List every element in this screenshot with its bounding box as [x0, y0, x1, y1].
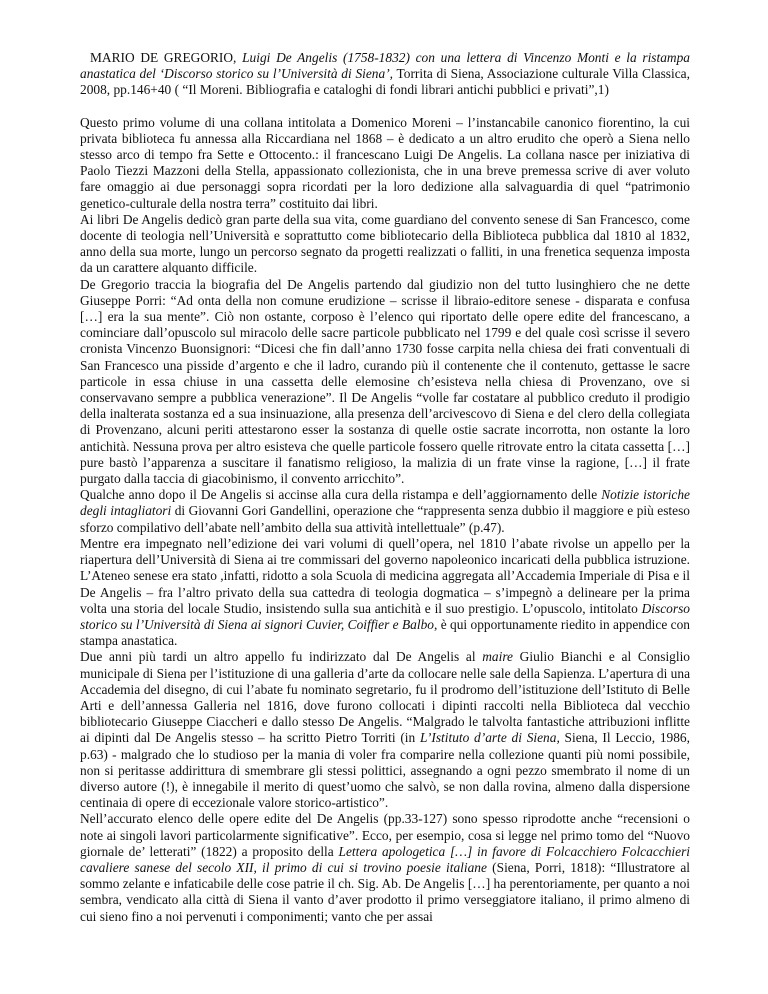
italic-text: Lettera apologetica […] in favore di Folcacchiero Folcacchieri cavaliere sanese del secolo XII, il primo di cui si trovino poesie italiane — [80, 843, 690, 875]
text-run: (Siena, Porri, 1818): “Illustratore al sommo zelante e infaticabile delle cose patrie il ch. Sig. Ab. De Angelis […] ha perentoriamente, per quanto a noi sembra, vendicato alla città di Siena il vanto d’aver prodotto il primo verseggiatore italiano, il primo almeno di cui sieno fino a noi pervenuti i componimenti; vanto che per assai — [80, 859, 690, 924]
header-author: MARIO DE GREGORIO, — [90, 50, 243, 65]
header-publication-details: Torrita di Siena, Associazione culturale Villa Classica, 2008, pp.146+40 ( “Il Moreni. Bibliografia e cataloghi di fondi librari antichi pubblici e privati”,1) — [80, 66, 690, 98]
bibliographic-header — [80, 50, 690, 99]
text-run: , è qui opportunamente riedito in appendice con stampa anastatica. — [80, 616, 690, 649]
text-run: Nell’accurato elenco delle opere edite del De Angelis (pp.33-127) sono spesso riprodotte anche “recensioni o note ai singoli lavori particolarmente significative”. Ecco, per esempio, cosa si legge nel primo tomo del “Nuovo giornale de’ letterati” (1822) a proposito della — [80, 811, 690, 859]
paragraph — [80, 536, 690, 649]
italic-text: maire — [482, 649, 513, 665]
text-run: Due anni più tardi un altro appello fu indirizzato dal De Angelis al — [80, 649, 483, 665]
header-book-title: Luigi De Angelis (1758-1832) con una lettera di Vincenzo Monti e la ristampa anastatica del ‘Discorso storico su l’Università di Siena’, — [80, 50, 690, 82]
text-run: Giulio Bianchi e al Consiglio municipale di Siena per l’istituzione di una galleria d’arte da collocare nelle sale della Sapienza. L’apertura di una Accademia del disegno, di cui l’abate fu nominato segretario, fu il prodromo dell’istituzione dell’Istituto di Belle Arti e dell’annessa Galleria nel 1816, dove furono collocati i dipinti raccolti nella Biblioteca dal vecchio bibliotecario Giuseppe Ciaccheri e dallo stesso De Angelis. “Malgrado le talvolta fantastiche attribuzioni inflitte ai dipinti dal De Angelis stesso – ha scritto Pietro Torriti (in — [80, 649, 691, 746]
paragraph — [80, 115, 690, 212]
paragraph — [80, 649, 690, 811]
text-run: De Gregorio traccia la biografia del De Angelis partendo dal giudizio non del tutto lusinghiero che ne dette Giuseppe Porri: “Ad onta della non comune erudizione – scrisse il libraio-editore senese - disparata e confusa […] era la sua mente”. Ciò non ostante, corposo è l’elenco qui riportato delle opere edite del francescano, a cominciare dall’opuscolo sul miracolo delle sacre particole pubblicato nel 1799 e del quale così scrisse il severo cronista Vincenzo Buonsignori: “Dicesi che fin dall’anno 1730 fosse carpita nella chiesa dei frati conventuali di San Francesco una pisside d’argento e che il ladro, curando più il contenente che il contenuto, gettasse le sacre particole in essa chiuse in una cassetta delle elemosine ch’esisteva nella chiesa di Provenzano, ove si conservavano sempre a pubblica venerazione”. Il De Angelis “volle far costatare al pubblico creduto il prodigio della inalterata sostanza ed a sua insinuazione, alla presenza dell’arcivescovo di Siena e del clero della collegiata di Provenzano, alcuni periti attestarono esser la sostanza di quelle ostie sacrate incorrotta, non ostante la loro antichità. Nessuna prova per altro esisteva che quelle particole fossero quelle ritrovate entro la citata cassetta […] pure bastò l’apparenza a suscitare il fanatismo religioso, la malizia di un frate vinse la ragione, […] il frate purgato dalla taccia di giacobinismo, il convento arricchito”. — [80, 276, 690, 487]
paragraph — [80, 811, 690, 924]
text-run: Siena, Il Leccio, 1986, p.63) - malgrado che lo studioso per la mania di voler fra comparire nella collezione quanti più nomi possibile, non si peritasse addirittura di smembrare gli stessi polittici, assegnando a ogni pezzo smembrato il nome di un diverso autore (!), è innegabile il merito di quest’uomo che salvò, se non dalla rovina, almeno dalla dispersione centinaia di opere di eccezionale valore storico-artistico”. — [80, 730, 690, 811]
italic-text: L’Istituto d’arte di Siena, — [419, 730, 560, 746]
text-run: Questo primo volume di una collana intitolata a Domenico Moreni – l’instancabile canonico fiorentino, la cui privata biblioteca fu annessa alla Riccardiana nel 1868 – è dedicato a un altro erudito che operò a Siena nello stesso arco di tempo fra Sette e Ottocento.: il francescano Luigi De Angelis. La collana nasce per iniziativa di Paolo Tiezzi Mazzoni della Stella, appassionato collezionista, che in una breve premessa scrive di aver voluto fare omaggio ai due personaggi sopra ricordati per la loro dedizione alla salvaguardia di quel “patrimonio genetico-culturale della nostra terra” costituito dai libri. — [80, 114, 690, 211]
paragraph — [80, 277, 690, 488]
review-body — [80, 115, 690, 925]
text-run: di Giovanni Gori Gandellini, operazione che “rappresenta senza dubbio il maggiore e più esteso sforzo compilativo dell’abate nell’ambito della sua attività intellettuale” (p.47). — [80, 503, 690, 535]
italic-text: Discorso storico su l’Università di Siena ai signori Cuvier, Coiffier e Balbo — [80, 600, 690, 632]
italic-text: Notizie istoriche degli intagliatori — [80, 487, 690, 519]
paragraph — [80, 212, 690, 277]
text-run: Qualche anno dopo il De Angelis si accinse alla cura della ristampa e dell’aggiornamento delle — [80, 487, 602, 503]
paragraph — [80, 487, 690, 536]
text-run: Mentre era impegnato nell’edizione dei vari volumi di quell’opera, nel 1810 l’abate rivolse un appello per la riapertura dell’Università di Siena ai tre commissari del governo napoleonico incaricati della pubblica istruzione. L’Ateneo senese era stato ,infatti, ridotto a sola Scuola di medicina aggregata all’Accademia Imperiale di Pisa e il De Angelis – fra l’altro privato della sua cattedra di teologia dogmatica – s’impegnò a delineare per la prima volta una storia del locale Studio, insistendo sulla sua antichità e il suo prestigio. L’opuscolo, intitolato — [80, 535, 690, 616]
text-run: Ai libri De Angelis dedicò gran parte della sua vita, come guardiano del convento senese di San Francesco, come docente di teologia nell’Università e soprattutto come bibliotecario della Biblioteca pubblica dal 1810 al 1832, anno della sua morte, lungo un percorso segnato da progetti realizzati o falliti, in una frenetica sequenza imposta da un carattere alquanto difficile. — [80, 211, 690, 276]
